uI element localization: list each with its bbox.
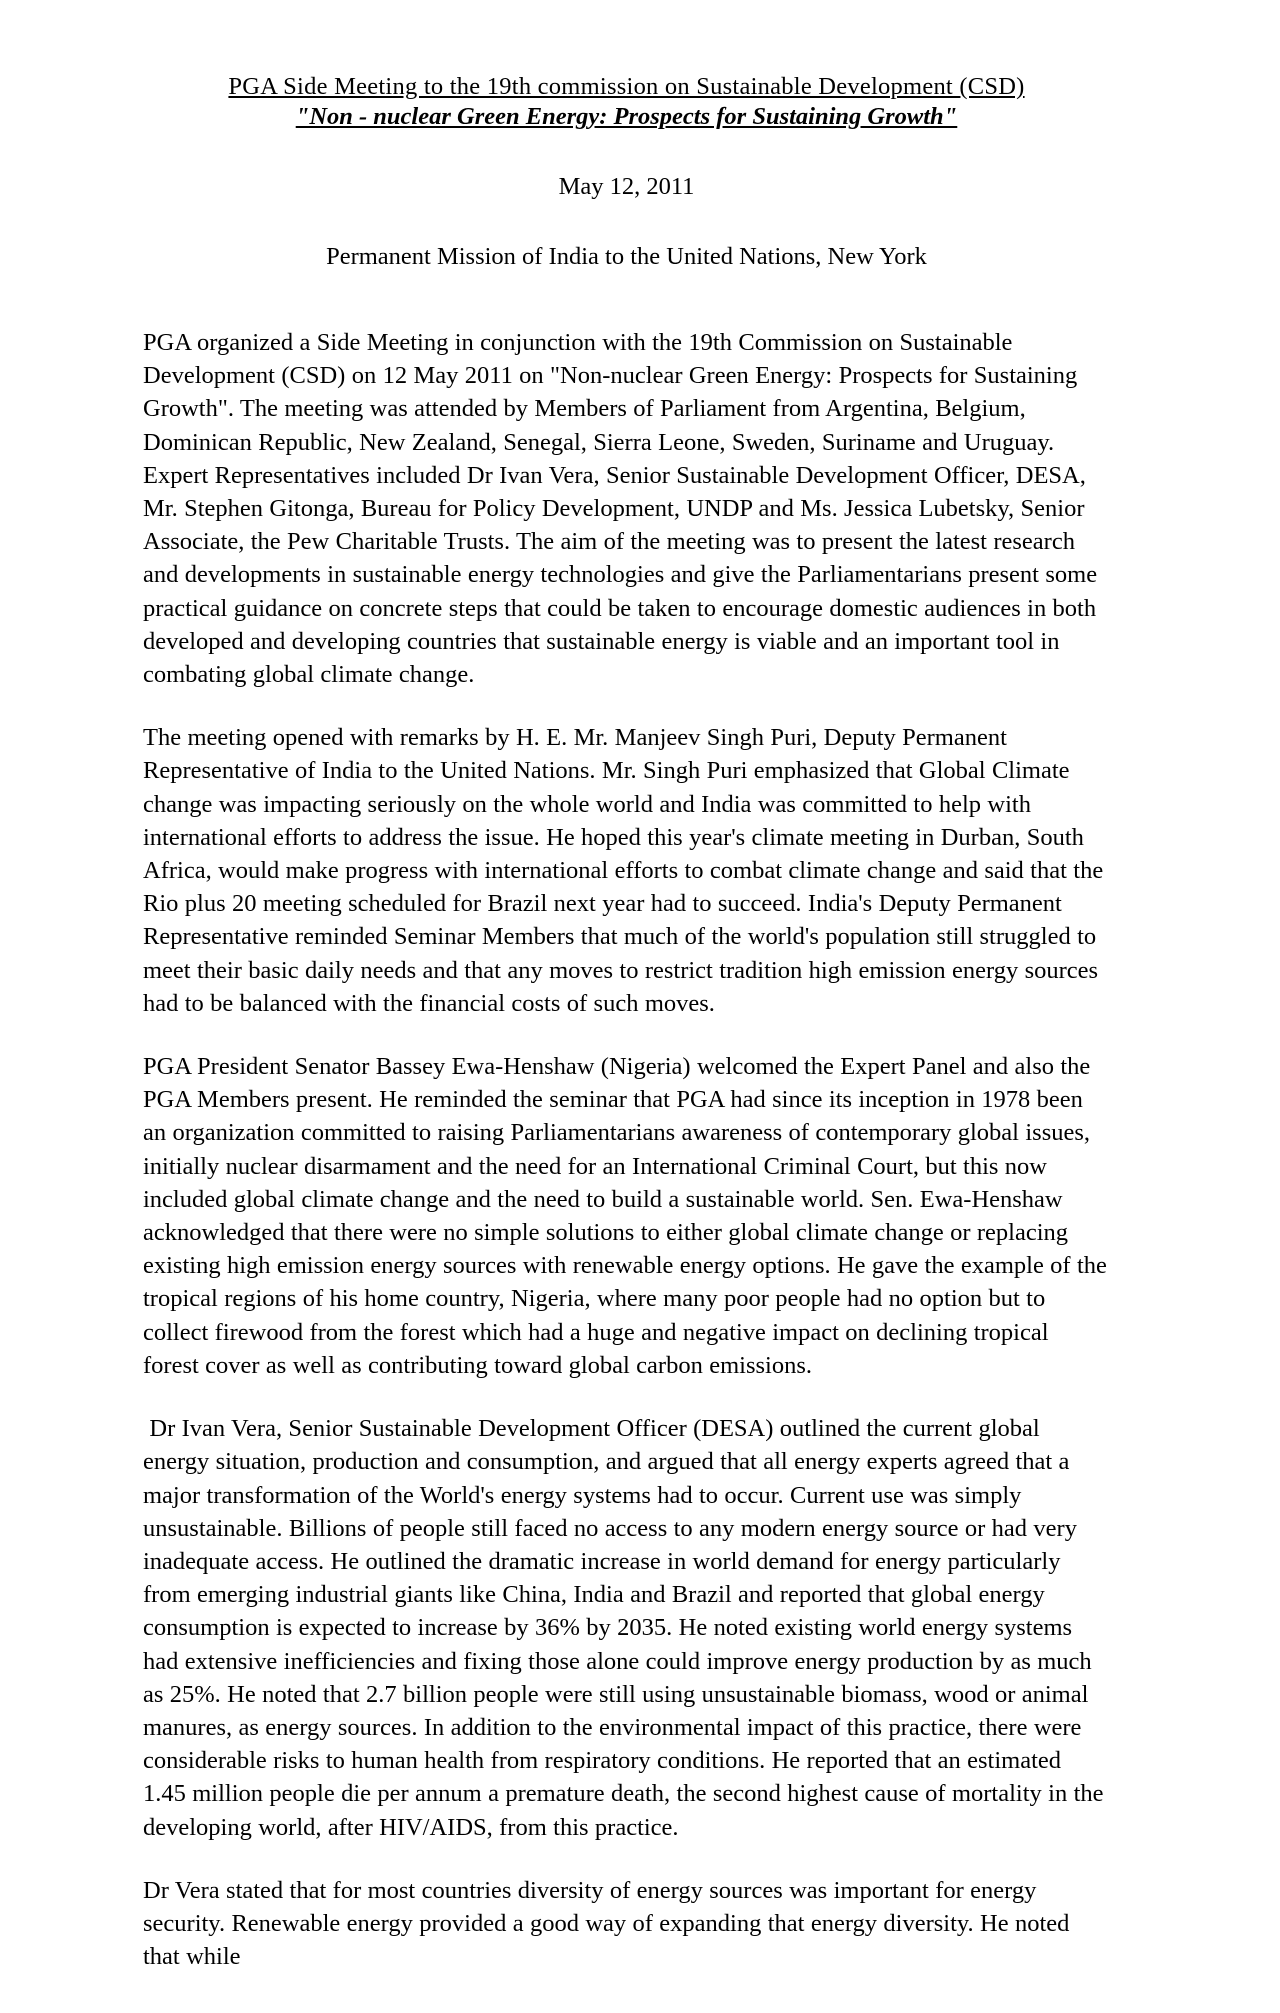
document-body xyxy=(143,326,1114,1973)
body-paragraph: The meeting opened with remarks by H. E. Mr. Manjeev Singh Puri, Deputy Permanent Representative of India to the United Nations. Mr. Singh Puri emphasized that Global Climate change was impacting seriously on the whole world and India was committed to help with international efforts to address the issue. He hoped this year's climate meeting in Durban, South Africa, would make progress with international efforts to combat climate change and said that the Rio plus 20 meeting scheduled for Brazil next year had to succeed. India's Deputy Permanent Representative reminded Seminar Members that much of the world's population still struggled to meet their basic daily needs and that any moves to restrict tradition high emission energy sources had to be balanced with the financial costs of such moves. xyxy=(143,724,1110,1017)
body-paragraph: Dr Vera stated that for most countries diversity of energy sources was important for energy security. Renewable energy provided a good way of expanding that energy diversity. He noted that while xyxy=(143,1876,1076,1971)
document-title-subtitle: "Non - nuclear Green Energy: Prospects for Sustaining Growth" xyxy=(295,103,958,130)
body-paragraph: Dr Ivan Vera, Senior Sustainable Development Officer (DESA) outlined the current global energy situation, production and consumption, and argued that all energy experts agreed that a major transformation of the World's energy systems had to occur. Current use was simply unsustainable. Billions of people still faced no access to any modern energy source or had very inadequate access. He outlined the dramatic increase in world demand for energy particularly from emerging industrial giants like China, India and Brazil and reported that global energy consumption is expected to increase by 36% by 2035. He noted existing world energy systems had extensive inefficiencies and fixing those alone could improve energy production by as much as 25%. He noted that 2.7 billion people were still using unsustainable biomass, wood or animal manures, as energy sources. In addition to the environmental impact of this practice, there were considerable risks to human health from respiratory conditions. He reported that an estimated 1.45 million people die per annum a premature death, the second highest cause of mortality in the developing world, after HIV/AIDS, from this practice. xyxy=(143,1415,1110,1841)
document-venue: Permanent Mission of India to the United Nations, New York xyxy=(326,243,927,270)
body-paragraph: PGA organized a Side Meeting in conjunction with the 19th Commission on Sustainable Development (CSD) on 12 May 2011 on "Non-nuclear Green Energy: Prospects for Sustaining Growth". The meeting was attended by Members of Parliament from Argentina, Belgium, Dominican Republic, New Zealand, Senegal, Sierra Leone, Sweden, Suriname and Uruguay. Expert Representatives included Dr Ivan Vera, Senior Sustainable Development Officer, DESA, Mr. Stephen Gitonga, Bureau for Policy Development, UNDP and Ms. Jessica Lubetsky, Senior Associate, the Pew Charitable Trusts. The aim of the meeting was to present the latest research and developments in sustainable energy technologies and give the Parliamentarians present some practical guidance on concrete steps that could be taken to encourage domestic audiences in both developed and developing countries that sustainable energy is viable and an important tool in combating global climate change. xyxy=(143,329,1104,689)
document-title-primary: PGA Side Meeting to the 19th commission on Sustainable Development (CSD) xyxy=(228,73,1025,100)
body-paragraph: PGA President Senator Bassey Ewa-Henshaw (Nigeria) welcomed the Expert Panel and also the PGA Members present. He reminded the seminar that PGA had since its inception in 1978 been an organization committed to raising Parliamentarians awareness of contemporary global issues, initially nuclear disarmament and the need for an International Criminal Court, but this now included global climate change and the need to build a sustainable world. Sen. Ewa-Henshaw acknowledged that there were no simple solutions to either global climate change or replacing existing high emission energy sources with renewable energy options. He gave the example of the tropical regions of his home country, Nigeria, where many poor people had no option but to collect firewood from the forest which had a huge and negative impact on declining tropical forest cover as well as contributing toward global carbon emissions. xyxy=(143,1053,1114,1379)
document-header xyxy=(143,72,1110,272)
document-date: May 12, 2011 xyxy=(558,173,695,200)
